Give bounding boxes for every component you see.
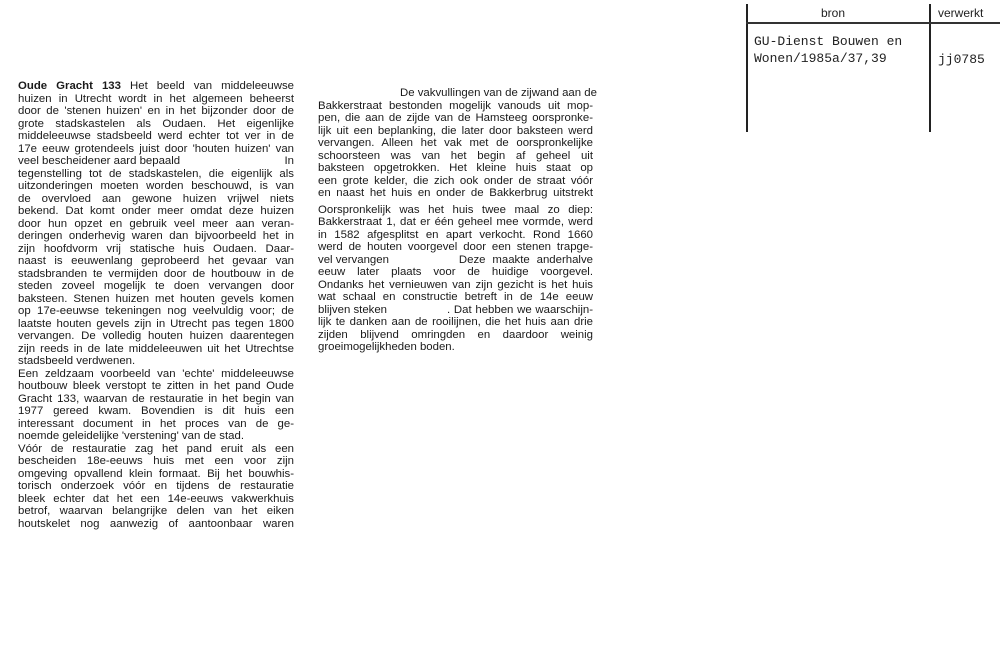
text-line: Vóór de restauratie zag het pand eruit als een [18,442,294,455]
text-line: baksteen opgetrokken. Het kleine huis staat op [318,162,593,174]
text-line: Oorspronkelijk was het huis twee maal zo diep: [318,203,593,216]
text-line: bekend. Dat komt onder meer omdat deze huizen [18,205,294,217]
text-line: Ondanks het vernieuwen van zijn gezicht is het huis [318,278,593,291]
text-segment: blijven steken [318,303,388,316]
text-line: steden zoveel mogelijk te doen vervangen door [18,280,294,292]
text-line [318,254,593,267]
text-line: de overvloed aan gewone huizen vrijwel niets [18,192,294,205]
text-segment: . Dat hebben we waarschijn- [447,303,593,316]
text-line: middeleeuwse stadsbeeld werd echter tot ver in de [18,130,294,142]
text-line: tegenstelling tot de stadskastelen, die eigenlijk als [18,167,294,180]
text-line: Bakkerstraat 1, dat er één geheel mee vormde, werd [318,216,593,228]
text-line: vervangen. Alleen het vak met de oorspronkelijke [318,137,593,149]
text-segment: vel vervangen [318,253,389,266]
text-line: door hun opzet en gebruik veel meer aan veran- [18,217,294,230]
text-line: en naast het huis en onder de Bakkerbrug uitstrekt [318,187,593,199]
text-line: op 17e-eeuwse tekeningen nog veelvuldig voor; de [18,305,294,317]
text-line: in 1582 afgesplitst en apart verkocht. Rond 1660 [318,228,593,241]
text-line: wat schaal en constructie betreft in de 14e eeuw [318,291,593,303]
text-line: zijn reeds in de late middeleeuwen uit het Utrechtse [18,342,294,355]
text-line [18,155,294,168]
text-line: interessant document in het proces van de ge- [18,417,294,430]
text-line: vervangen. De volledig houten huizen daarentegen [18,330,294,342]
text-line: houtskelet nog aanwezig of aantoonbaar waren [18,517,294,530]
text-line: houtbouw bleek verstopt te zitten in het pand Oude [18,380,294,392]
article-column-1 [18,80,294,530]
text-line: pen, die aan de zijde van de Hamsteeg oorspronke- [318,112,593,124]
text-line: deringen onderhevig waren dan bijvoorbeeld het in [18,230,294,242]
table-header-rule [746,22,1000,24]
text-line: torisch onderzoek vóór en tijdens de restauratie [18,480,294,492]
text-line: eeuw later plaats voor de huidige voorgevel. [318,266,593,278]
text-segment: In [284,155,294,167]
text-line: door de 'stenen huizen' en in het bijzonder door de [18,105,294,117]
text-line: een grote kelder, die zich ook onder de straat vóór [318,174,593,187]
text-line: stadsbranden te vermijden door de houtbouw in de [18,267,294,280]
text-line [318,304,593,317]
text-line: werd de houten voorgevel door een stenen trapge- [318,241,593,253]
text-line: lijk uit een beplanking, die later door baksteen werd [318,124,593,137]
bron-line-1: GU-Dienst Bouwen en [754,34,903,49]
article-title: Oude Gracht 133 [18,80,121,92]
text-line: De vakvullingen van de zijwand aan de [400,87,597,99]
text-line: zijn hoofdvorm vrij statische huis Oudaen. Daar- [18,242,294,255]
text-line: noemde geleidelijke 'verstening' van de stad. [18,430,244,442]
text-line: omgeving opvallend klein formaat. Bij het bouwhis- [18,467,294,480]
text-line: uitzonderingen moeten worden beschouwd, is van [18,180,294,192]
text-line: huizen in Utrecht wordt in het algemeen beheerst [18,92,294,105]
text-line: Bakkerstraat bestonden mogelijk vanouds uit mop- [318,99,593,112]
verwerkt-code: jj0785 [938,52,985,67]
text-line: 17e eeuw grotendeels juist door 'houten huizen' van [18,142,294,155]
text-line: laatste houten gevels zijn in Utrecht pas tegen 1800 [18,317,294,330]
text-line: zijden blijvend omringden en daardoor weinig [318,328,593,341]
text-segment: veel bescheidener aard bepaald [18,155,181,167]
text-line: schoorsteen was van het begin af geheel uit [318,149,593,162]
text-line: betrof, waarvan belangrijke delen van het eiken [18,505,294,517]
text-line: baksteen. Stenen huizen met houten gevels komen [18,292,294,305]
text-line: grote stadskastelen als Oudaen. Het eigenlijke [18,117,294,130]
text-line [18,80,294,93]
text-line: bescheiden 18e-eeuws huis met een voor zijn [18,455,294,467]
text-line: Gracht 133, waarvan de restauratie in het begin van [18,392,294,405]
text-line: naast is eeuwenlang geprobeerd het gevaar van [18,255,294,267]
text-line: stadsbeeld verdwenen. [18,355,136,367]
header-bron: bron [821,6,846,20]
text-line: bleek echter dat het een 14e-eeuws vakwerkhuis [18,492,294,505]
article-column-2 [318,87,597,354]
text-line: Een zeldzaam voorbeeld van 'echte' middeleeuwse [18,367,294,380]
text-segment: Deze maakte anderhalve [458,253,593,266]
text-line: lijk te danken aan de rooilijnen, die het huis aan drie [318,316,593,328]
source-table [746,0,1000,135]
text-line: groeimogelijkheden boden. [318,341,455,353]
text-line: 1977 gereed kwam. Bovendien is dit huis een [18,405,294,417]
text-segment: Het beeld van middeleeuwse [130,80,294,92]
header-verwerkt: verwerkt [938,6,984,20]
bron-line-2: Wonen/1985a/37,39 [754,51,887,66]
